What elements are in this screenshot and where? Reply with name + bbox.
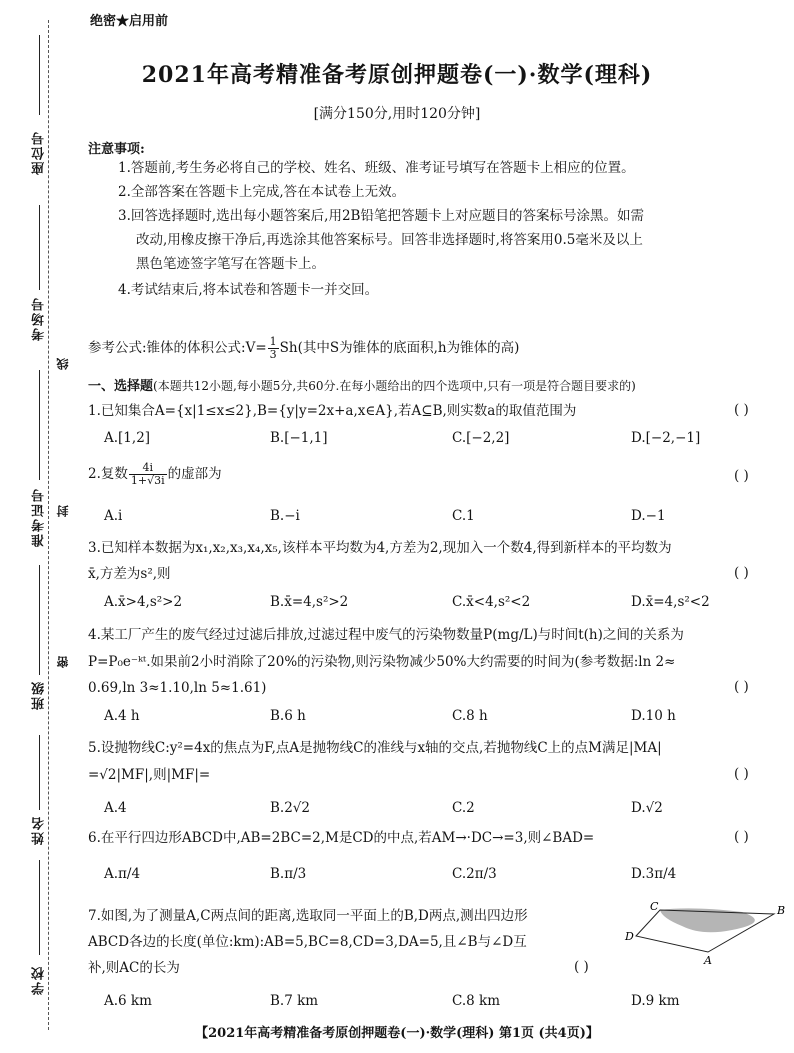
class-label: 班级 — [32, 680, 47, 710]
answer-bracket: ( ) — [734, 402, 749, 418]
question-7-option-b: B.7 km — [270, 993, 319, 1009]
field-underline — [39, 205, 40, 290]
notice-item: 3.回答选择题时,选出每小题答案后,用2B铅笔把答题卡上对应题目的答案标号涂黑。如需 — [118, 208, 644, 224]
question-7-option-c: C.8 km — [452, 993, 501, 1009]
question-7-option-a: A.6 km — [104, 993, 152, 1009]
question-7-stem: ABCD各边的长度(单位:km):AB=5,BC=8,CD=3,DA=5,且∠B与∠D互 — [88, 934, 527, 950]
question-2-text: 的虚部为 — [167, 466, 222, 482]
question-4-option-b: B.6 h — [270, 708, 306, 724]
answer-bracket: ( ) — [734, 468, 749, 484]
question-4-option-a: A.4 h — [104, 708, 140, 724]
admission-number-label: 准考证号 — [32, 487, 47, 547]
question-7-option-d: D.9 km — [631, 993, 680, 1009]
name-label: 姓名 — [32, 815, 47, 845]
notice-heading: 注意事项: — [88, 142, 145, 157]
question-3-stem: x̄,方差为s²,则 — [88, 566, 171, 582]
question-6-option-d: D.3π/4 — [631, 866, 677, 882]
field-underline — [39, 370, 40, 480]
question-1-option-a: A.[1,2] — [104, 430, 151, 446]
question-3-option-c: C.x̄<4,s²<2 — [452, 594, 531, 610]
vertex-c-label: C — [650, 900, 659, 913]
school-label: 学校 — [32, 965, 47, 995]
confidential-mark: 绝密★启用前 — [90, 14, 169, 29]
question-5-option-c: C.2 — [452, 800, 475, 816]
fraction-numerator: 4i — [129, 462, 167, 475]
question-2-text: 2.复数 — [88, 466, 128, 482]
question-5-option-a: A.4 — [104, 800, 127, 816]
question-6-stem: 6.在平行四边形ABCD中,AB=2BC=2,M是CD的中点,若AM→·DC→=3,则∠BAD= — [88, 830, 595, 846]
question-4-option-c: C.8 h — [452, 708, 488, 724]
section-heading — [88, 375, 788, 394]
question-1-option-b: B.[−1,1] — [270, 430, 328, 446]
answer-bracket: ( ) — [734, 829, 749, 845]
fraction-denominator: 1+√3i — [130, 474, 165, 487]
question-1-stem: 1.已知集合A={x|1≤x≤2},B={y|y=2x+a,x∈A},若A⊆B,则实数a的取值范围为 — [88, 403, 577, 419]
question-2-stem — [88, 462, 788, 487]
fraction-numerator: 1 — [269, 335, 277, 348]
formula-prefix: 参考公式:锥体的体积公式:V= — [88, 340, 267, 356]
cut-mark-line: 线 — [56, 358, 70, 370]
page-footer: 【2021年高考精准备考原创押题卷(一)·数学(理科) 第1页 (共4页)】 — [195, 1026, 599, 1041]
question-5-option-b: B.2√2 — [270, 800, 310, 816]
question-5-stem: 5.设抛物线C:y²=4x的焦点为F,点A是抛物线C的准线与x轴的交点,若抛物线C上的点M满足|MA| — [88, 740, 662, 756]
notice-item: 2.全部答案在答题卡上完成,答在本试卷上无效。 — [118, 184, 406, 200]
score-time-info: [满分150分,用时120分钟] — [313, 106, 481, 122]
question-2-option-a: A.i — [104, 508, 123, 524]
question-4-stem: P=P₀e⁻ᵏᵗ.如果前2小时消除了20%的污染物,则污染物减少50%大约需要的时间为(参考数据:ln 2≈ — [88, 654, 676, 670]
reference-formula — [88, 336, 519, 361]
section-description: (本题共12小题,每小题5分,共60分.在每小题给出的四个选项中,只有一项是符合题目要求的) — [153, 379, 636, 393]
answer-bracket: ( ) — [734, 766, 749, 782]
fraction-denominator: 3 — [269, 348, 277, 361]
question-3-stem: 3.已知样本数据为x₁,x₂,x₃,x₄,x₅,该样本平均数为4,方差为2,现加入一个数4,得到新样本的平均数为 — [88, 540, 672, 556]
seat-number-label: 座位号 — [32, 130, 47, 175]
vertex-a-label: A — [704, 954, 712, 967]
question-6-option-c: C.2π/3 — [452, 866, 497, 882]
field-underline — [39, 565, 40, 675]
question-1-option-c: C.[−2,2] — [452, 430, 510, 446]
question-4-stem: 4.某工厂产生的废气经过过滤后排放,过滤过程中废气的污染物数量P(mg/L)与时间t(h)之间的关系为 — [88, 627, 684, 643]
question-3-option-b: B.x̄=4,s²>2 — [270, 594, 349, 610]
question-2-option-d: D.−1 — [631, 508, 666, 524]
exam-room-label: 考场号 — [32, 296, 47, 341]
cut-mark-secret: 密 — [56, 656, 70, 668]
formula-suffix: Sh(其中S为锥体的底面积,h为锥体的高) — [279, 340, 520, 356]
quadrilateral-figure — [622, 900, 792, 968]
question-3-option-d: D.x̄=4,s²<2 — [631, 594, 710, 610]
section-title: 一、选择题 — [88, 379, 154, 394]
question-6-option-b: B.π/3 — [270, 866, 307, 882]
question-7-stem: 补,则AC的长为 — [88, 960, 180, 976]
question-2-option-b: B.−i — [270, 508, 300, 524]
fraction — [129, 462, 167, 487]
vertex-b-label: B — [777, 904, 786, 917]
answer-bracket: ( ) — [574, 959, 589, 975]
question-5-stem: =√2|MF|,则|MF|= — [88, 767, 211, 783]
fraction — [268, 336, 279, 361]
answer-bracket: ( ) — [734, 679, 749, 695]
notice-item: 改动,用橡皮擦干净后,再选涂其他答案标号。回答非选择题时,将答案用0.5毫米及以上 — [136, 232, 643, 248]
question-4-option-d: D.10 h — [631, 708, 676, 724]
page-title: 2021年高考精准备考原创押题卷(一)·数学(理科) — [141, 62, 653, 88]
field-underline — [39, 860, 40, 955]
answer-bracket: ( ) — [734, 565, 749, 581]
notice-item: 黑色笔迹签字笔写在答题卡上。 — [136, 256, 325, 272]
question-4-stem: 0.69,ln 3≈1.10,ln 5≈1.61) — [88, 680, 267, 696]
notice-item: 1.答题前,考生务必将自己的学校、姓名、班级、准考证号填写在答题卡上相应的位置。 — [118, 160, 635, 176]
vertex-d-label: D — [625, 930, 634, 943]
question-7-stem: 7.如图,为了测量A,C两点间的距离,选取同一平面上的B,D两点,测出四边形 — [88, 908, 528, 924]
field-underline — [39, 735, 40, 810]
cut-mark-seal: 封 — [56, 505, 70, 517]
question-5-option-d: D.√2 — [631, 800, 663, 816]
notice-item: 4.考试结束后,将本试卷和答题卡一并交回。 — [118, 282, 379, 298]
question-2-option-c: C.1 — [452, 508, 475, 524]
question-1-option-d: D.[−2,−1] — [631, 430, 701, 446]
question-3-option-a: A.x̄>4,s²>2 — [104, 594, 183, 610]
question-6-option-a: A.π/4 — [104, 866, 141, 882]
